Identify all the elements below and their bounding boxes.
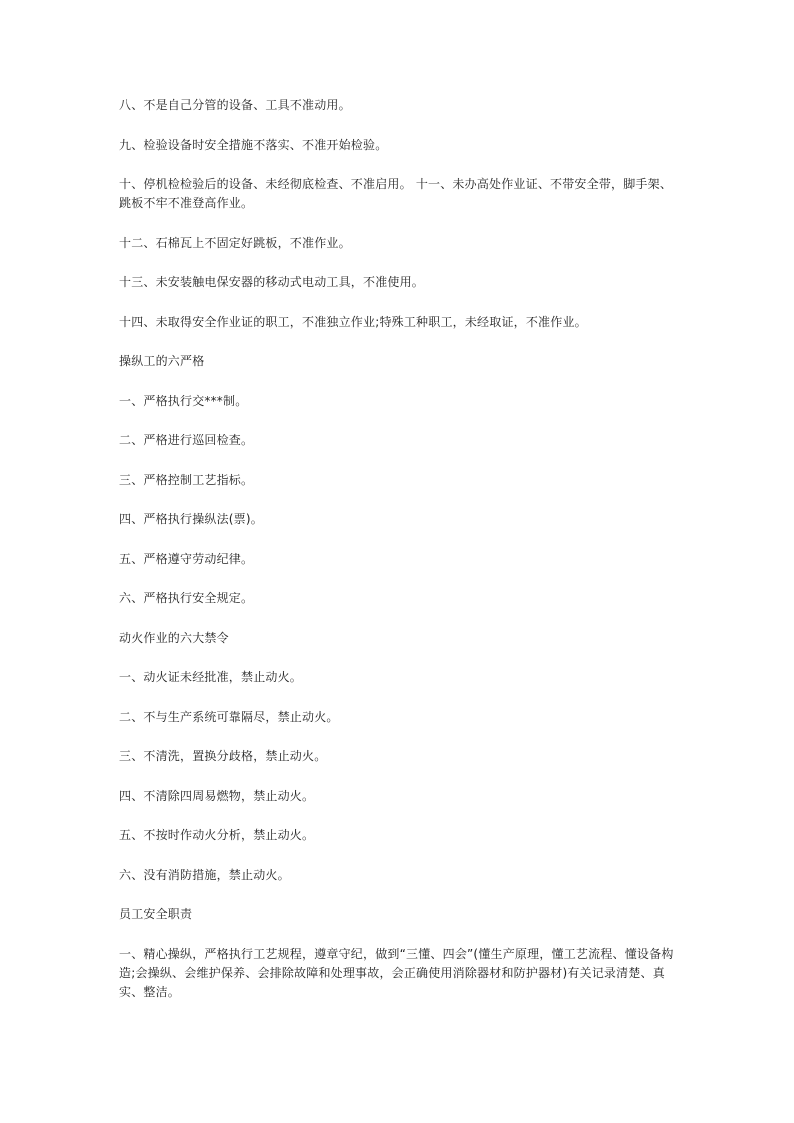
hotwork-item-1: 一、动火证未经批准，禁止动火。	[119, 670, 303, 684]
rule-item-14: 十四、未取得安全作业证的职工，不准独立作业;特殊工种职工，未经取证，不准作业。	[119, 314, 587, 329]
hotwork-item-5: 五、不按时作动火分析，禁止动火。	[119, 828, 315, 842]
rule-item-13: 十三、未安装触电保安器的移动式电动工具，不准使用。	[119, 275, 425, 289]
duty-item-1: 一、精心操纵，严格执行工艺规程，遵章守纪，做到“三懂、四会”(懂生产原理，懂工艺流程、懂设备构造;会操纵、会维护保养、会排除故障和处理事故，会正确使用消除器材和防护器材)有关记录清楚、真实、整洁。	[119, 946, 674, 999]
operator-item-6: 六、严格执行安全规定。	[119, 591, 254, 605]
operator-item-3: 三、严格控制工艺指标。	[119, 472, 254, 487]
rule-item-8: 八、不是自己分管的设备、工具不准动用。	[119, 98, 351, 112]
rule-item-9: 九、检验设备时安全措施不落实、不准开始检验。	[119, 137, 388, 152]
operator-item-4: 四、严格执行操纵法(票)。	[119, 512, 263, 526]
section-heading-hotwork: 动火作业的六大禁令	[119, 630, 229, 645]
document-body	[119, 96, 679, 1022]
operator-item-5: 五、严格遵守劳动纪律。	[119, 551, 254, 566]
operator-item-1: 一、严格执行交***制。	[119, 393, 248, 408]
section-heading-operator: 操纵工的六严格	[119, 354, 205, 368]
hotwork-item-3: 三、不清洗，置换分歧格，禁止动火。	[119, 749, 327, 763]
section-heading-duties: 员工安全职责	[119, 907, 193, 921]
hotwork-item-6: 六、没有消防措施，禁止动火。	[119, 867, 290, 882]
rule-item-10-11: 十、停机检检验后的设备、未经彻底检查、不准启用。 十一、未办高处作业证、不带安全带，脚手架、跳板不牢不准登高作业。	[119, 177, 673, 210]
rule-item-12: 十二、石棉瓦上不固定好跳板，不准作业。	[119, 235, 351, 250]
hotwork-item-2: 二、不与生产系统可靠隔尽，禁止动火。	[119, 709, 339, 724]
operator-item-2: 二、严格进行巡回检查。	[119, 433, 254, 447]
hotwork-item-4: 四、不清除四周易燃物，禁止动火。	[119, 788, 315, 803]
